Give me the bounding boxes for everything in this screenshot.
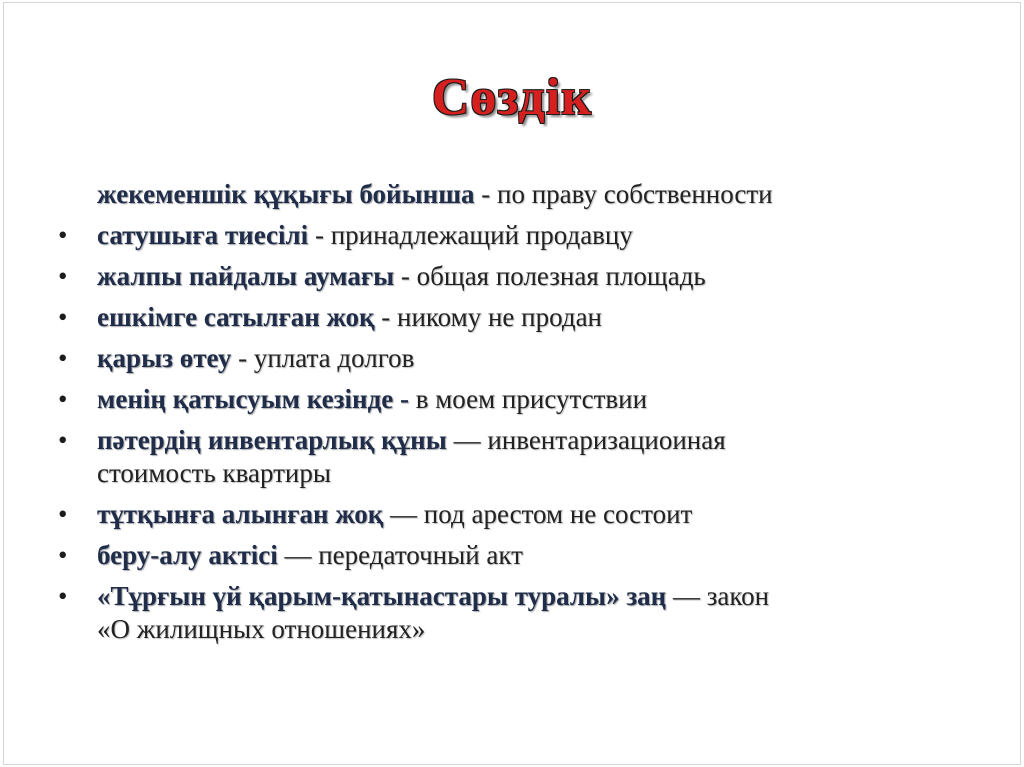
list-item	[0, 539, 1000, 572]
russian-translation-continued: стоимость квартиры	[97, 458, 332, 488]
kazakh-term: сатушыға тиесілі	[97, 220, 309, 250]
kazakh-term: тұтқынға алынған жоқ	[97, 499, 384, 529]
russian-translation: передаточный акт	[318, 540, 523, 570]
russian-translation: уплата долгов	[253, 343, 415, 373]
bullet-icon: •	[58, 540, 68, 570]
kazakh-term: қарыз өтеу	[97, 343, 232, 373]
kazakh-term: жекеменшік құқығы бойынша	[97, 179, 475, 209]
vocabulary-list	[0, 178, 1000, 654]
separator: -	[374, 302, 398, 332]
separator: -	[231, 343, 254, 373]
separator: -	[394, 261, 417, 291]
russian-translation: в моем присутствии	[415, 384, 648, 414]
bullet-icon: •	[58, 302, 68, 332]
russian-translation: никому не продан	[397, 302, 603, 332]
list-item	[0, 342, 1000, 375]
separator: -	[308, 220, 331, 250]
kazakh-term: пәтердің инвентарлық құны	[97, 425, 447, 455]
russian-translation: принадлежащий продавцу	[330, 220, 633, 250]
separator: —	[446, 425, 488, 455]
list-item	[0, 498, 1000, 531]
russian-translation: закон	[706, 581, 770, 611]
separator: —	[666, 581, 707, 611]
russian-translation: под арестом не состоит	[423, 499, 693, 529]
russian-translation: инвентаризациоиная	[487, 425, 726, 455]
bullet-icon: •	[58, 220, 68, 250]
bullet-icon: •	[58, 384, 68, 414]
slide-title: Сөздік	[431, 69, 593, 126]
list-item	[0, 219, 1000, 252]
list-item	[0, 383, 1000, 416]
kazakh-term: ешкімге сатылған жоқ	[97, 302, 375, 332]
list-item	[0, 260, 1000, 293]
russian-translation: по праву собственности	[497, 179, 773, 209]
bullet-icon: •	[58, 581, 68, 611]
kazakh-term: менің қатысуым кезінде -	[97, 384, 409, 414]
kazakh-term: беру-алу актісі	[97, 540, 278, 570]
russian-translation: общая полезная площадь	[416, 261, 706, 291]
list-item	[0, 178, 1000, 211]
bullet-icon: •	[58, 499, 68, 529]
list-item	[0, 424, 1000, 490]
bullet-icon: •	[58, 425, 68, 455]
bullet-icon: •	[58, 261, 68, 291]
separator	[409, 384, 416, 414]
russian-translation-continued: «О жилищных отношениях»	[97, 614, 426, 644]
list-item	[0, 580, 1000, 646]
separator: —	[383, 499, 424, 529]
separator: -	[474, 179, 498, 209]
separator: —	[277, 540, 319, 570]
list-item	[0, 301, 1000, 334]
bullet-icon: •	[58, 343, 68, 373]
kazakh-term: жалпы пайдалы аумағы	[97, 261, 395, 291]
kazakh-term: «Тұрғын үй қарым-қатынастары туралы» заң	[97, 581, 667, 611]
